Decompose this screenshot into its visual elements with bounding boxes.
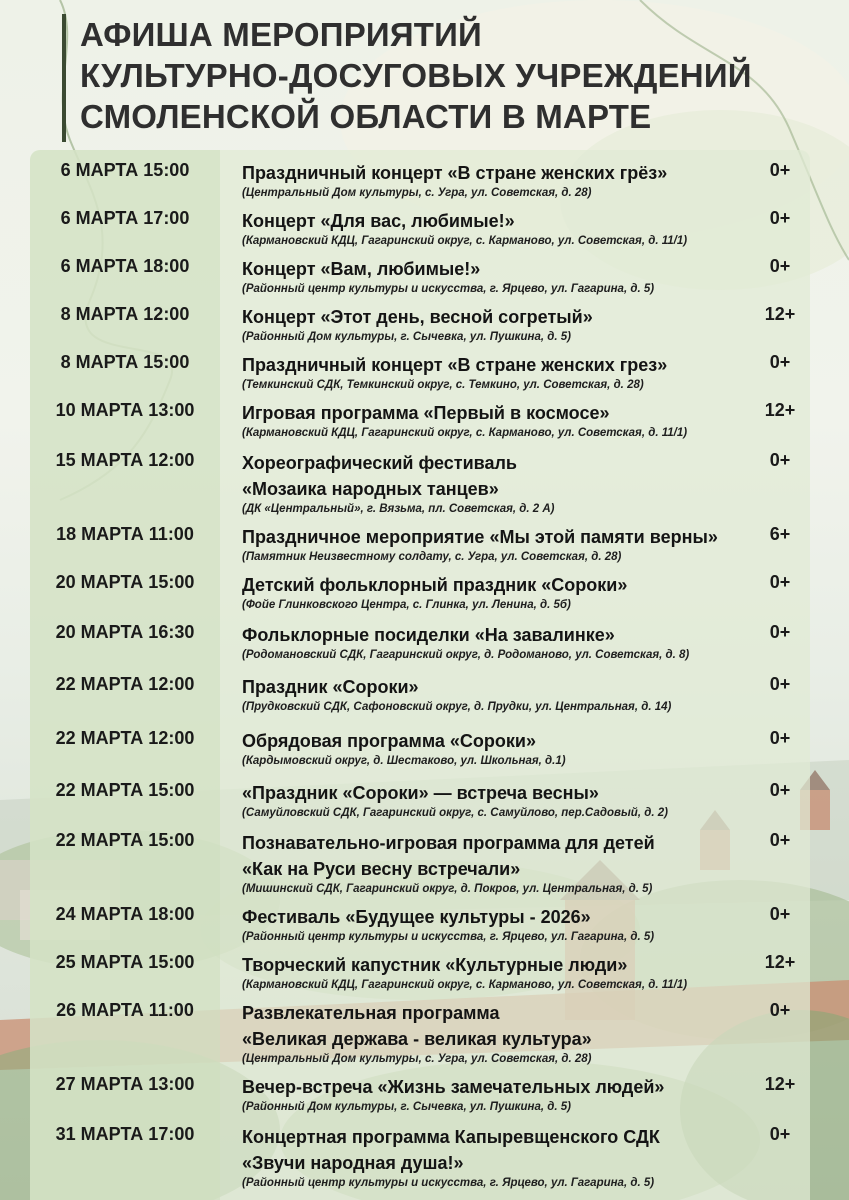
event-title: Детский фольклорный праздник «Сороки» bbox=[242, 575, 628, 595]
event-venue: (ДК «Центральный», г. Вязьма, пл. Советская, д. 2 А) bbox=[242, 503, 555, 515]
event-venue: (Кармановский КДЦ, Гагаринский округ, с. Карманово, ул. Советская, д. 11/1) bbox=[242, 235, 688, 247]
event-info bbox=[242, 904, 752, 944]
title-line-1: АФИША МЕРОПРИЯТИЙ bbox=[80, 16, 482, 53]
event-date: 20 МАРТА 16:30 bbox=[55, 622, 195, 642]
event-title: Развлекательная программа bbox=[242, 1003, 500, 1023]
age-rating: 0+ bbox=[769, 780, 791, 800]
event-info bbox=[242, 160, 752, 200]
event-venue: (Кармановский КДЦ, Гагаринский округ, с. Карманово, ул. Советская, д. 11/1) bbox=[242, 979, 688, 991]
event-date: 10 МАРТА 13:00 bbox=[55, 400, 195, 420]
event-info bbox=[242, 208, 752, 248]
age-rating: 0+ bbox=[769, 674, 791, 694]
age-rating: 0+ bbox=[769, 622, 791, 642]
age-rating: 12+ bbox=[764, 952, 796, 972]
event-date: 27 МАРТА 13:00 bbox=[55, 1074, 195, 1094]
age-rating: 0+ bbox=[769, 904, 791, 924]
event-title: Концертная программа Капыревщенского СДК bbox=[242, 1127, 660, 1147]
event-date: 15 МАРТА 12:00 bbox=[55, 450, 195, 470]
event-info bbox=[242, 256, 752, 296]
event-date: 26 МАРТА 11:00 bbox=[56, 1000, 194, 1020]
event-date: 8 МАРТА 12:00 bbox=[60, 304, 190, 324]
event-info bbox=[242, 780, 752, 820]
event-date: 20 МАРТА 15:00 bbox=[55, 572, 195, 592]
event-venue: (Центральный Дом культуры, с. Угра, ул. Советская, д. 28) bbox=[242, 1053, 592, 1065]
event-venue: (Фойе Глинковского Центра, с. Глинка, ул. Ленина, д. 5б) bbox=[242, 599, 571, 611]
event-title: Вечер-встреча «Жизнь замечательных людей» bbox=[242, 1077, 665, 1097]
event-title: «Праздник «Сороки» — встреча весны» bbox=[242, 783, 599, 803]
event-venue: (Центральный Дом культуры, с. Угра, ул. Советская, д. 28) bbox=[242, 187, 592, 199]
event-venue: (Районный Дом культуры, г. Сычевка, ул. Пушкина, д. 5) bbox=[242, 331, 571, 343]
event-info bbox=[242, 622, 752, 662]
age-rating: 6+ bbox=[769, 524, 791, 544]
event-venue: (Районный Дом культуры, г. Сычевка, ул. Пушкина, д. 5) bbox=[242, 1101, 571, 1113]
event-title: Праздник «Сороки» bbox=[242, 677, 419, 697]
event-info bbox=[242, 1124, 752, 1190]
age-rating: 12+ bbox=[764, 304, 796, 324]
event-info bbox=[242, 674, 752, 714]
event-info bbox=[242, 952, 752, 992]
age-rating: 0+ bbox=[769, 450, 791, 470]
event-info bbox=[242, 400, 752, 440]
event-venue: (Темкинский СДК, Темкинский округ, с. Темкино, ул. Советская, д. 28) bbox=[242, 379, 644, 391]
event-venue: (Кардымовский округ, д. Шестаково, ул. Школьная, д.1) bbox=[242, 755, 566, 767]
title-line-3: СМОЛЕНСКОЙ ОБЛАСТИ В МАРТЕ bbox=[80, 98, 652, 135]
event-info bbox=[242, 352, 752, 392]
age-rating: 0+ bbox=[769, 160, 791, 180]
age-rating: 12+ bbox=[764, 1074, 796, 1094]
event-title: Концерт «Вам, любимые!» bbox=[242, 259, 481, 279]
event-date: 31 МАРТА 17:00 bbox=[55, 1124, 195, 1144]
age-rating: 0+ bbox=[769, 1124, 791, 1144]
age-rating: 0+ bbox=[769, 1000, 791, 1020]
age-rating: 12+ bbox=[764, 400, 796, 420]
event-title-line-2: «Звучи народная душа!» bbox=[242, 1153, 464, 1173]
event-title: Праздничный концерт «В стране женских грез» bbox=[242, 355, 668, 375]
event-date: 18 МАРТА 11:00 bbox=[56, 524, 194, 544]
event-date: 22 МАРТА 15:00 bbox=[55, 780, 195, 800]
event-venue: (Памятник Неизвестному солдату, с. Угра, ул. Советская, д. 28) bbox=[242, 551, 622, 563]
event-date: 24 МАРТА 18:00 bbox=[55, 904, 195, 924]
event-venue: (Кармановский КДЦ, Гагаринский округ, с. Карманово, ул. Советская, д. 11/1) bbox=[242, 427, 688, 439]
event-title: Обрядовая программа «Сороки» bbox=[242, 731, 536, 751]
event-title-line-2: «Мозаика народных танцев» bbox=[242, 479, 499, 499]
event-title-line-2: «Как на Руси весну встречали» bbox=[242, 859, 521, 879]
age-rating: 0+ bbox=[769, 352, 791, 372]
event-info bbox=[242, 450, 752, 516]
title-line-2: КУЛЬТУРНО-ДОСУГОВЫХ УЧРЕЖДЕНИЙ bbox=[80, 57, 752, 94]
event-title: Творческий капустник «Культурные люди» bbox=[242, 955, 628, 975]
event-title: Фестиваль «Будущее культуры - 2026» bbox=[242, 907, 591, 927]
age-rating: 0+ bbox=[769, 830, 791, 850]
title-accent-bar bbox=[62, 14, 66, 142]
event-title: Концерт «Для вас, любимые!» bbox=[242, 211, 515, 231]
event-date: 25 МАРТА 15:00 bbox=[55, 952, 195, 972]
event-title: Фольклорные посиделки «На завалинке» bbox=[242, 625, 615, 645]
age-rating: 0+ bbox=[769, 208, 791, 228]
event-venue: (Районный центр культуры и искусства, г. Ярцево, ул. Гагарина, д. 5) bbox=[242, 283, 655, 295]
event-date: 22 МАРТА 12:00 bbox=[55, 728, 195, 748]
event-date: 22 МАРТА 12:00 bbox=[55, 674, 195, 694]
event-venue: (Прудковский СДК, Сафоновский округ, д. Прудки, ул. Центральная, д. 14) bbox=[242, 701, 672, 713]
event-title: Праздничное мероприятие «Мы этой памяти верны» bbox=[242, 527, 718, 547]
event-info bbox=[242, 1000, 752, 1066]
event-title: Хореографический фестиваль bbox=[242, 453, 517, 473]
event-venue: (Родомановский СДК, Гагаринский округ, д. Родоманово, ул. Советская, д. 8) bbox=[242, 649, 690, 661]
event-venue: (Районный центр культуры и искусства, г. Ярцево, ул. Гагарина, д. 5) bbox=[242, 1177, 655, 1189]
event-title: Игровая программа «Первый в космосе» bbox=[242, 403, 610, 423]
age-rating: 0+ bbox=[769, 572, 791, 592]
event-info bbox=[242, 524, 752, 564]
event-venue: (Районный центр культуры и искусства, г. Ярцево, ул. Гагарина, д. 5) bbox=[242, 931, 655, 943]
event-info bbox=[242, 572, 752, 612]
event-info bbox=[242, 1074, 752, 1114]
event-title: Концерт «Этот день, весной согретый» bbox=[242, 307, 593, 327]
event-date: 6 МАРТА 17:00 bbox=[60, 208, 190, 228]
event-date: 6 МАРТА 18:00 bbox=[60, 256, 190, 276]
event-info bbox=[242, 830, 752, 896]
event-date: 8 МАРТА 15:00 bbox=[60, 352, 190, 372]
event-title: Праздничный концерт «В стране женских грёз» bbox=[242, 163, 668, 183]
event-date: 6 МАРТА 15:00 bbox=[60, 160, 190, 180]
event-venue: (Мишинский СДК, Гагаринский округ, д. Покров, ул. Центральная, д. 5) bbox=[242, 883, 653, 895]
event-venue: (Самуйловский СДК, Гагаринский округ, с. Самуйлово, пер.Садовый, д. 2) bbox=[242, 807, 668, 819]
event-title-line-2: «Великая держава - великая культура» bbox=[242, 1029, 592, 1049]
event-info bbox=[242, 304, 752, 344]
event-title: Познавательно-игровая программа для детей bbox=[242, 833, 655, 853]
page-title bbox=[80, 14, 800, 137]
age-rating: 0+ bbox=[769, 256, 791, 276]
event-date: 22 МАРТА 15:00 bbox=[55, 830, 195, 850]
event-info bbox=[242, 728, 752, 768]
age-rating: 0+ bbox=[769, 728, 791, 748]
